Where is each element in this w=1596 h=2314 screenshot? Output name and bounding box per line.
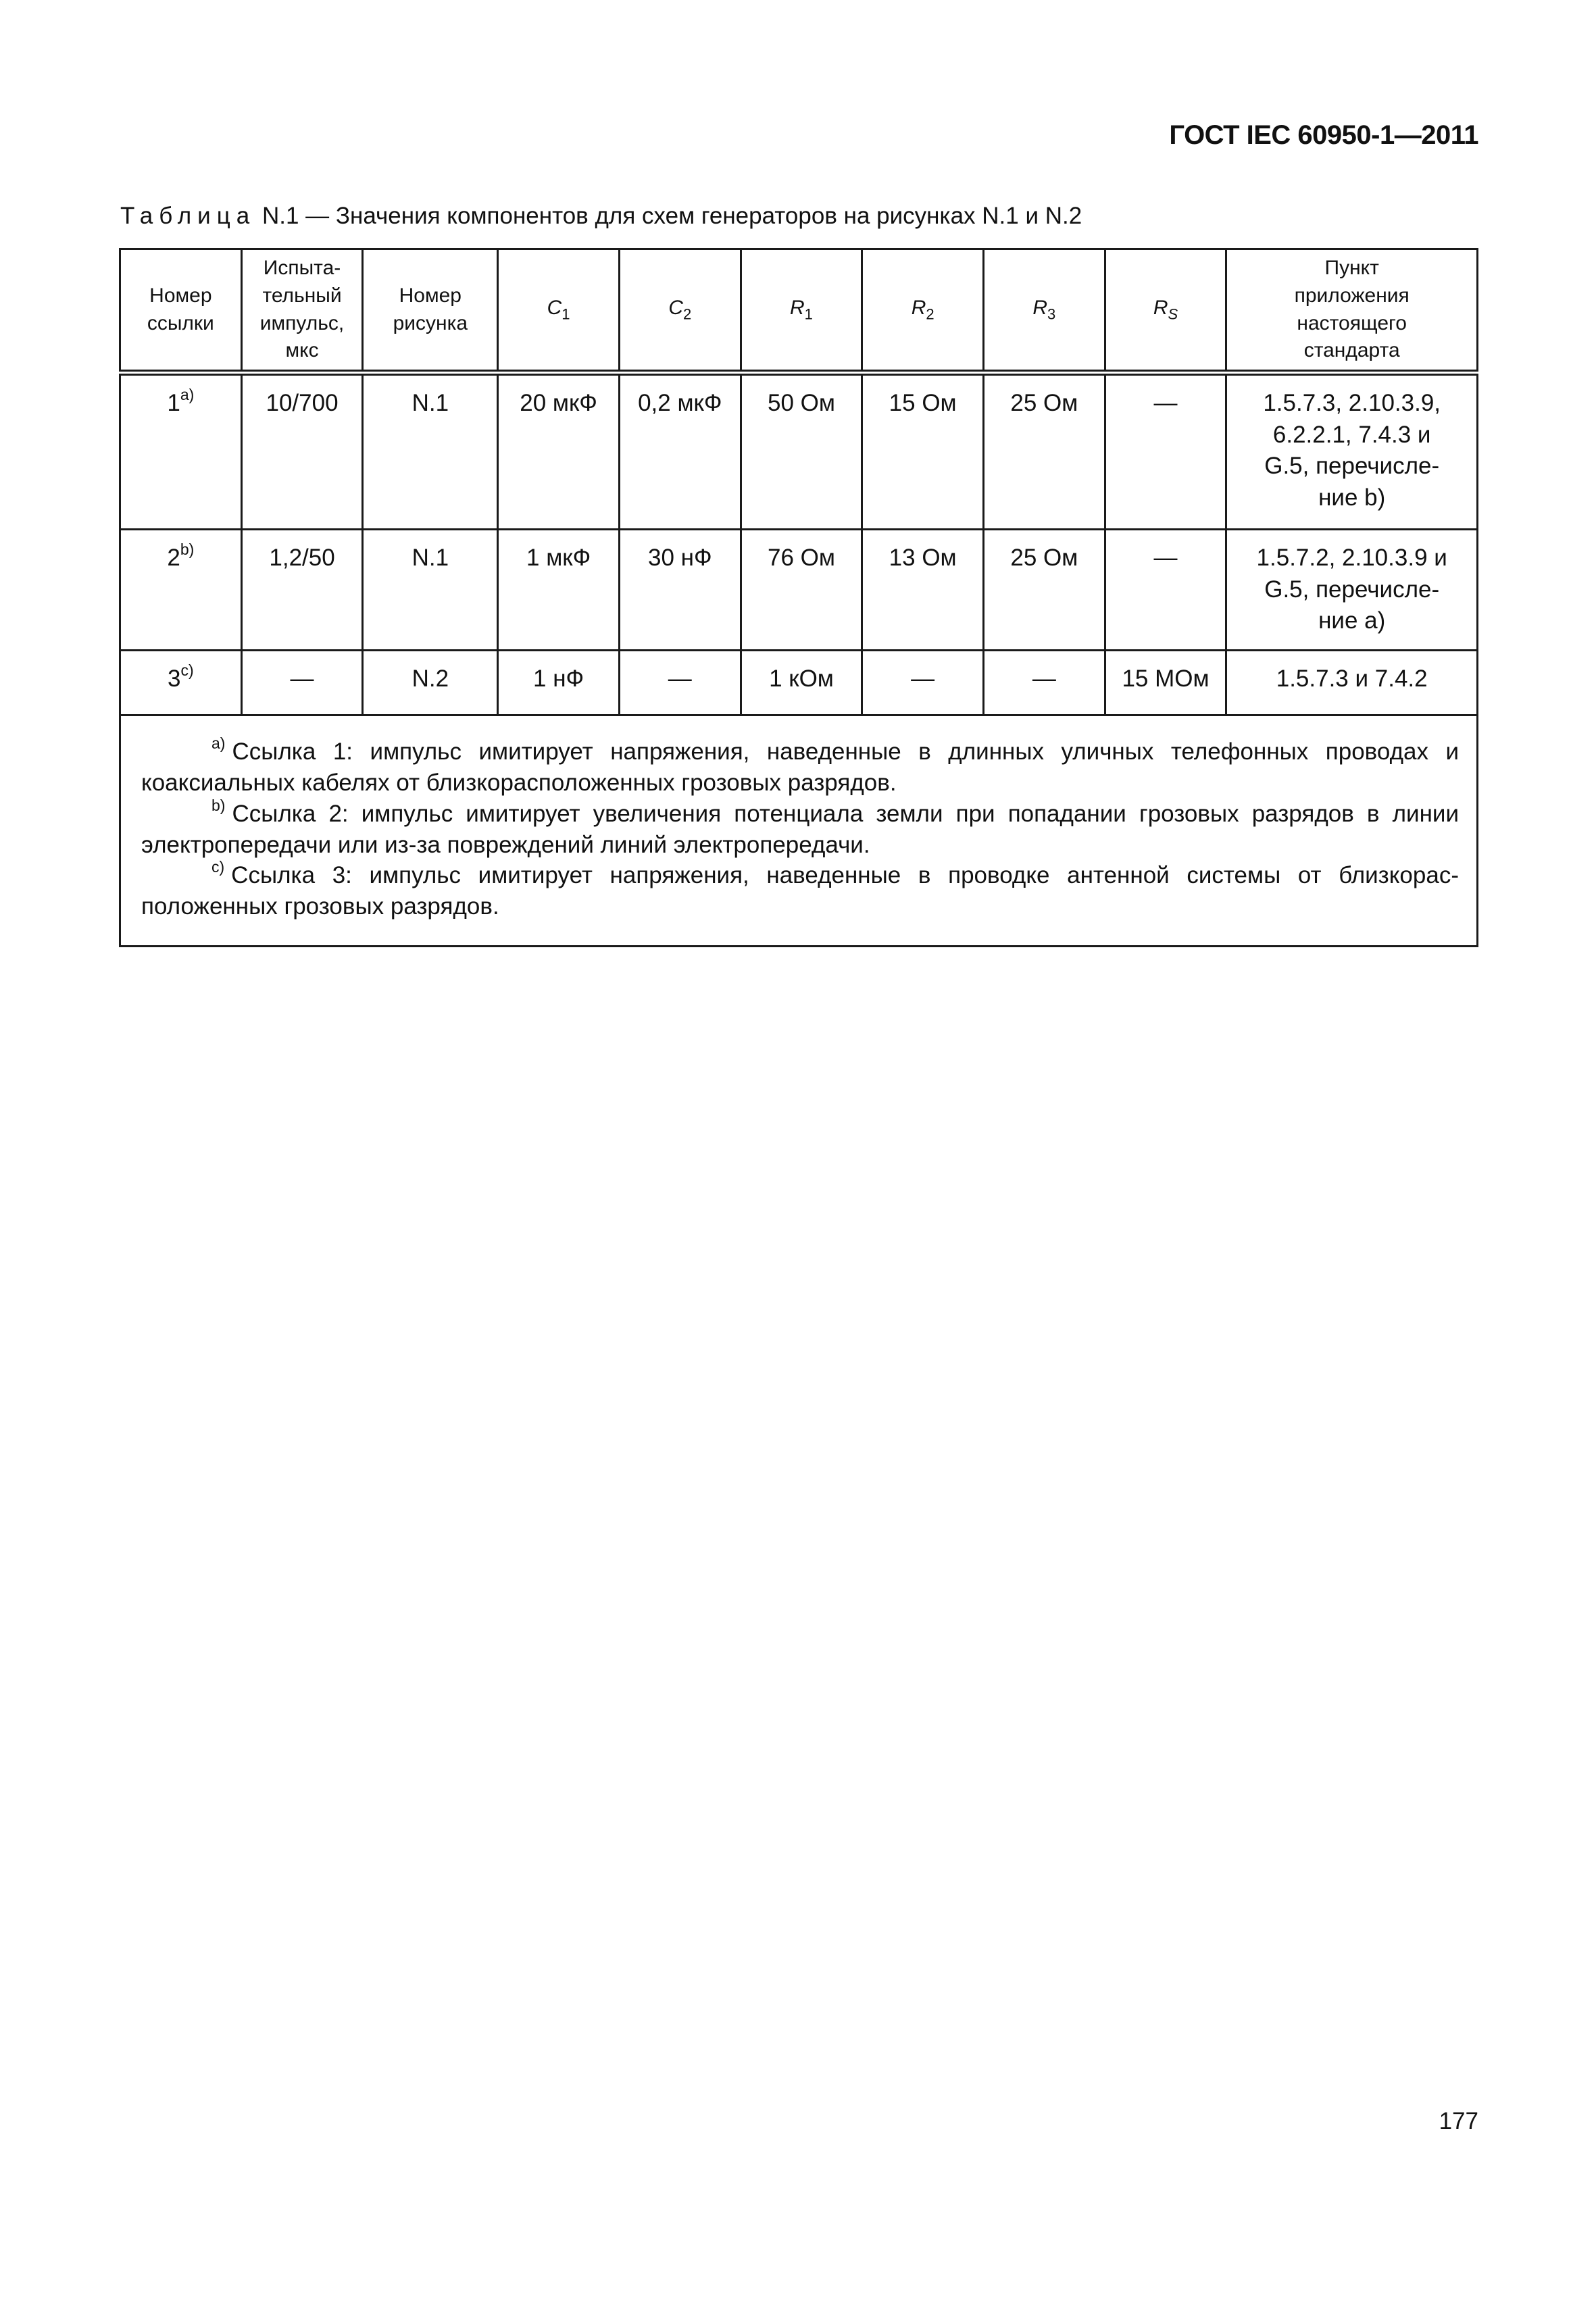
cell-ref: 1$^{a)}$ <box>120 373 242 530</box>
cell-r3: 25 Ом <box>984 530 1105 651</box>
footnote-b: $^{b)}$ Ссылка 2: импульс имитирует увеличения потенциала земли при попадании грозовых разрядов в линии электропередачи или из-за повреждений линий электропередачи. <box>141 796 1459 858</box>
cell-rs: — <box>1105 530 1226 651</box>
cell-c2: — <box>619 651 741 715</box>
header-r1: $R_1$ <box>741 249 862 373</box>
cell-clause: 1.5.7.3 и 7.4.2 <box>1226 651 1478 715</box>
cell-clause: 1.5.7.2, 2.10.3.9 и G.5, перечисле- ние a) <box>1226 530 1478 651</box>
cell-c2: 0,2 мкФ <box>619 373 741 530</box>
cell-clause: 1.5.7.3, 2.10.3.9, 6.2.2.1, 7.4.3 и G.5, перечисле- ние b) <box>1226 373 1478 530</box>
header-figure: Номер рисунка <box>363 249 498 373</box>
header-r2: $R_2$ <box>862 249 984 373</box>
table-row <box>120 651 1478 715</box>
cell-r1: 76 Ом <box>741 530 862 651</box>
cell-figure: N.1 <box>363 373 498 530</box>
header-r3: $R_3$ <box>984 249 1105 373</box>
cell-r2: 13 Ом <box>862 530 984 651</box>
table-caption-text: N.1 — Значения компонентов для схем генераторов на рисунках N.1 и N.2 <box>261 203 1082 229</box>
table-row <box>120 373 1478 530</box>
page-number: 177 <box>1439 2108 1478 2134</box>
cell-figure: N.1 <box>363 530 498 651</box>
table-caption-label: Таблица <box>120 203 256 229</box>
cell-figure: N.2 <box>363 651 498 715</box>
cell-r1: 1 кОм <box>741 651 862 715</box>
header-c1: $C_1$ <box>498 249 620 373</box>
footnote-c: $^{c)}$ Ссылка 3: импульс имитирует напряжения, наведенные в проводке антенной системы от близкорасположенных грозовых разрядов. <box>141 858 1459 920</box>
cell-r2: — <box>862 651 984 715</box>
cell-impulse: 1,2/50 <box>241 530 363 651</box>
cell-ref: 3$^{c)}$ <box>120 651 242 715</box>
cell-c1: 1 нФ <box>498 651 620 715</box>
table-row <box>120 530 1478 651</box>
table-header-row <box>120 249 1478 373</box>
table-notes-row <box>120 715 1478 947</box>
document-header: ГОСТ IEC 60950-1—2011 <box>1169 120 1478 150</box>
header-clause: Пункт приложения настоящего стандарта <box>1226 249 1478 373</box>
cell-impulse: — <box>241 651 363 715</box>
cell-c1: 20 мкФ <box>498 373 620 530</box>
cell-impulse: 10/700 <box>241 373 363 530</box>
table-caption <box>120 203 1082 230</box>
components-table <box>119 248 1478 947</box>
cell-ref: 2$^{b)}$ <box>120 530 242 651</box>
cell-r2: 15 Ом <box>862 373 984 530</box>
cell-r1: 50 Ом <box>741 373 862 530</box>
cell-rs: — <box>1105 373 1226 530</box>
header-ref: Номер ссылки <box>120 249 242 373</box>
header-rs: $R_S$ <box>1105 249 1226 373</box>
cell-c1: 1 мкФ <box>498 530 620 651</box>
header-c2: $C_2$ <box>619 249 741 373</box>
cell-c2: 30 нФ <box>619 530 741 651</box>
table-notes <box>120 715 1478 947</box>
cell-r3: 25 Ом <box>984 373 1105 530</box>
cell-r3: — <box>984 651 1105 715</box>
footnote-a: $^{a)}$ Ссылка 1: импульс имитирует напряжения, наведенные в длинных уличных телефонных проводах и коаксиальных кабелях от близкорасположенных грозовых разрядов. <box>141 734 1459 796</box>
header-impulse: Испыта- тельный импульс, мкс <box>241 249 363 373</box>
cell-rs: 15 МОм <box>1105 651 1226 715</box>
